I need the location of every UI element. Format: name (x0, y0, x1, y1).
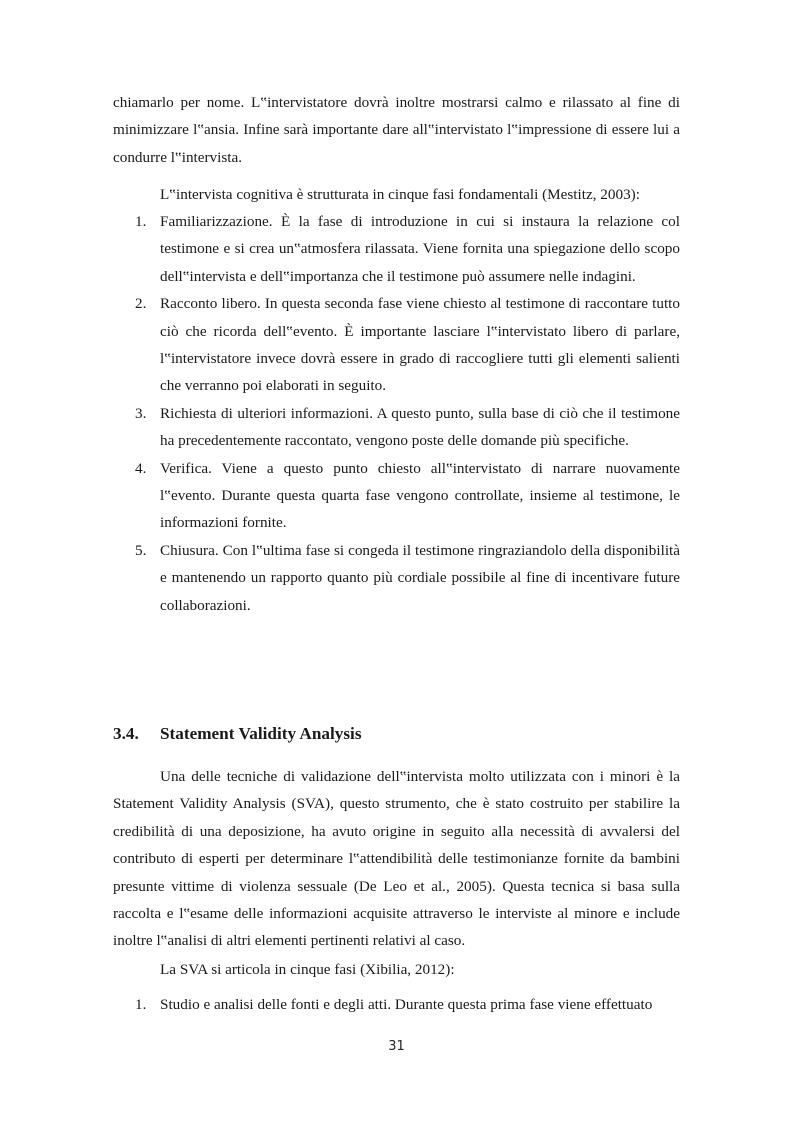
list-item-text: Verifica. Viene a questo punto chiesto all‟intervistato di narrare nuovamente l‟evento. Durante questa quarta fase vengono controllate, insieme al testimone, le informazioni fornite. (160, 459, 680, 532)
list-item (113, 455, 680, 537)
list-item-text: Familiarizzazione. È la fase di introduzione in cui si instaura la relazione col testimone e si crea un‟atmosfera rilassata. Viene fornita una spiegazione dello scopo dell‟intervista e dell‟importanza che il testimone può assumere nelle indagini. (160, 213, 680, 285)
list-item (113, 208, 680, 290)
section-heading (113, 724, 362, 744)
list-item-number: 1. (135, 213, 147, 230)
list-item-number: 1. (135, 996, 147, 1013)
list-item (113, 537, 680, 619)
list-item (113, 400, 680, 455)
sva-phases-list (113, 991, 680, 1018)
list-item (113, 290, 680, 400)
list-item-text: Studio e analisi delle fonti e degli atti. Durante questa prima fase viene effettuato (160, 996, 653, 1013)
list-item-text: Richiesta di ulteriori informazioni. A questo punto, sulla base di ciò che il testimone ha precedentemente raccontato, vengono poste delle domande più specifiche. (160, 404, 680, 450)
list-item (113, 991, 680, 1018)
list-item-text: Racconto libero. In questa seconda fase viene chiesto al testimone di raccontare tutto ciò che ricorda dell‟evento. È importante lasciare l‟intervistato libero di parlare, l‟intervistatore invece dovrà essere in grado di raccogliere tutti gli elementi salienti che verranno poi elaborati in seguito. (160, 295, 680, 395)
paragraph-sva-phases-intro: La SVA si articola in cinque fasi (Xibilia, 2012): (160, 961, 455, 978)
section-title: Statement Validity Analysis (160, 724, 362, 743)
paragraph-phases-intro: L‟intervista cognitiva è strutturata in cinque fasi fondamentali (Mestitz, 2003): (160, 186, 640, 203)
section-number: 3.4. (113, 724, 139, 743)
list-item-number: 4. (135, 459, 147, 477)
list-item-text: Chiusura. Con l‟ultima fase si congeda il testimone ringraziandolo della disponibilità e mantenendo un rapporto quanto più cordiale possibile al fine di incentivare future collaborazioni. (160, 541, 680, 614)
page-number: 31 (388, 1039, 405, 1054)
list-item-number: 2. (135, 295, 147, 313)
list-item-number: 3. (135, 404, 147, 422)
paragraph-intro: chiamarlo per nome. L‟intervistatore dovrà inoltre mostrarsi calmo e rilassato al fine di minimizzare l‟ansia. Infine sarà importante dare all‟intervistato l‟impressione di essere lui a condurre l‟intervista. (113, 94, 680, 166)
list-item-number: 5. (135, 541, 147, 559)
paragraph-sva-description: Una delle tecniche di validazione dell‟intervista molto utilizzata con i minori è la Statement Validity Analysis (SVA), questo strumento, che è stato costruito per stabilire la credibilità di una deposizione, ha avuto origine in seguito alla necessità di avvalersi del contributo di esperti per determinare l‟attendibilità delle testimonianze fornite da bambini presunte vittime di violenza sessuale (De Leo et al., 2005). Questa tecnica si basa sulla raccolta e l‟esame delle informazioni acquisite attraverso le interviste al minore e include inoltre l‟analisi di altri elementi pertinenti relativi al caso. (113, 768, 680, 950)
cognitive-interview-phases-list (113, 208, 680, 619)
